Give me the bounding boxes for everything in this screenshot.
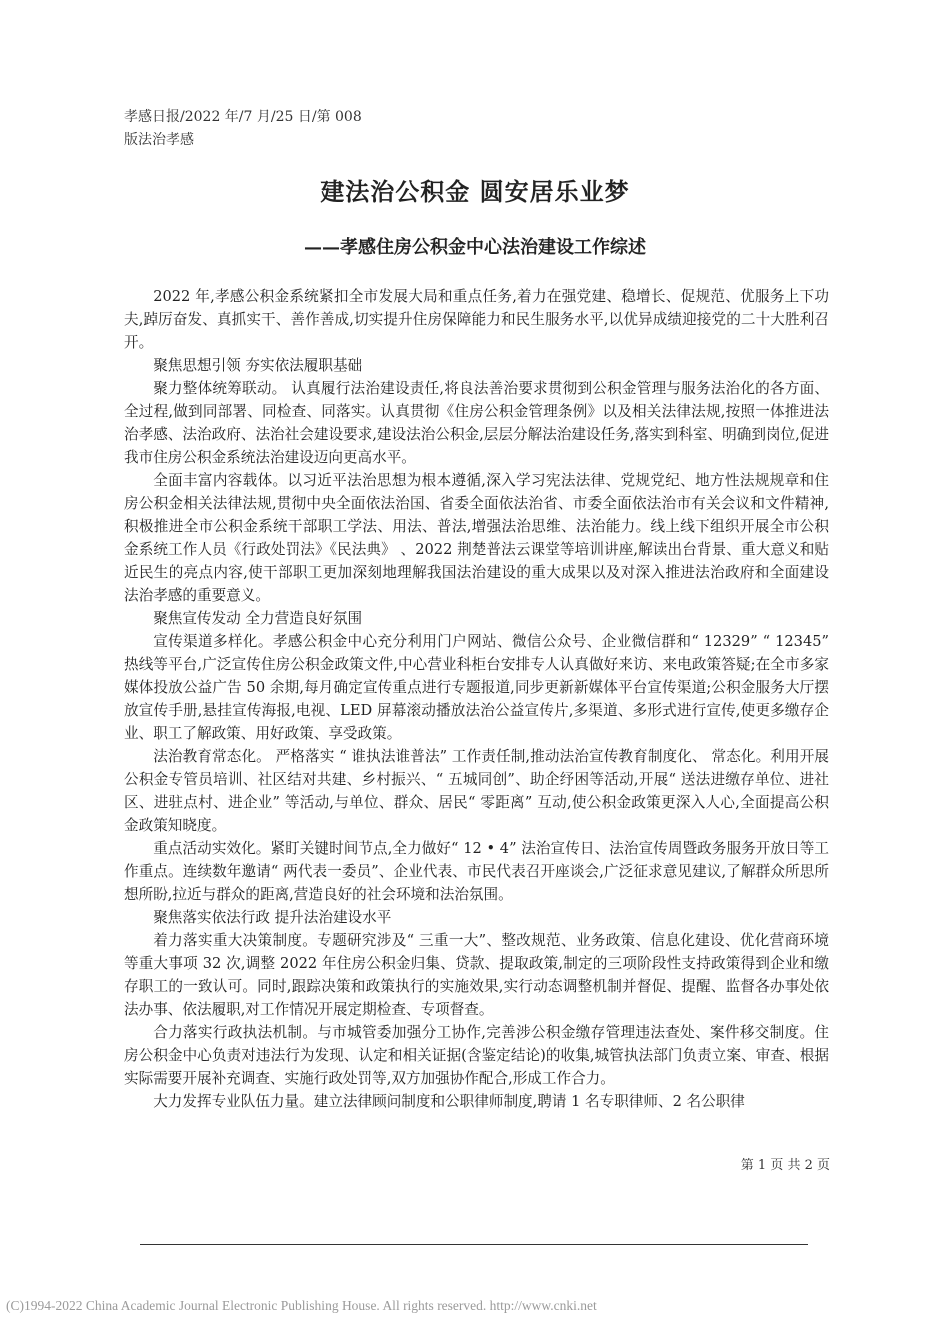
article-body [124, 285, 829, 1113]
body-paragraph: 着力落实重大决策制度。专题研究涉及“ 三重一大”、整改规范、业务政策、信息化建设、优化营商环境等重大事项 32 次,调整 2022 年住房公积金归集、贷款、提取政策,制定的三项阶段性支持政策得到企业和缴存职工的一致认可。同时,跟踪决策和政策执行的实施效果,实行动态调整机制并督促、提醒、监督各办事处依法办事、依法履职,对工作情况开展定期检查、专项督查。 [124, 932, 829, 1018]
footer-divider [140, 1244, 808, 1245]
body-paragraph: 宣传渠道多样化。孝感公积金中心充分利用门户网站、微信公众号、企业微信群和“ 12329” “ 12345” 热线等平台,广泛宣传住房公积金政策文件,中心营业科柜台安排专人认真做好来访、来电政策答疑;在全市多家媒体投放公益广告 50 余期,每月确定宣传重点进行专题报道,同步更新新媒体平台宣传渠道;公积金服务大厅摆放宣传手册,悬挂宣传海报,电视、LED 屏幕滚动播放法治公益宣传片,多渠道、多形式进行宣传,使更多缴存企业、职工了解政策、用好政策、享受政策。 [124, 633, 829, 742]
page-number: 第 1 页 共 2 页 [740, 1158, 830, 1173]
body-paragraph: 聚力整体统筹联动。 认真履行法治建设责任,将良法善治要求贯彻到公积金管理与服务法治化的各方面、全过程,做到同部署、同检查、同落实。认真贯彻《住房公积金管理条例》以及相关法律法规,按照一体推进法治孝感、法治政府、法治社会建设要求,建设法治公积金,层层分解法治建设任务,落实到科室、明确到岗位,促进我市住房公积金系统法治建设迈向更高水平。 [124, 380, 829, 466]
article-subtitle: ——孝感住房公积金中心法治建设工作综述 [304, 237, 646, 258]
body-paragraph: 全面丰富内容载体。以习近平法治思想为根本遵循,深入学习宪法法律、党规党纪、地方性法规规章和住房公积金相关法律法规,贯彻中央全面依法治国、省委全面依法治省、市委全面依法治市有关会议和文件精神,积极推进全市公积金系统干部职工学法、用法、普法,增强法治思维、法治能力。线上线下组织开展全市公积金系统工作人员《行政处罚法》《民法典》 、2022 荆楚普法云课堂等培训讲座,解读出台背景、重大意义和贴近民生的亮点内容,使干部职工更加深刻地理解我国法治建设的重大成果以及对深入推进法治政府和全面建设法治孝感的重要意义。 [124, 472, 829, 604]
article-title: 建法治公积金 圆安居乐业梦 [320, 177, 630, 206]
body-paragraph: 2022 年,孝感公积金系统紧扣全市发展大局和重点任务,着力在强党建、稳增长、促规范、优服务上下功夫,踔厉奋发、真抓实干、善作善成,切实提升住房保障能力和民生服务水平,以优异成绩迎接党的二十大胜利召开。 [124, 288, 829, 351]
section-heading: 聚焦落实依法行政 提升法治建设水平 [153, 909, 392, 926]
copyright-footer: (C)1994-2022 China Academic Journal Electronic Publishing House. All rights reserved. http://www.cnki.net [6, 1298, 597, 1313]
body-paragraph: 重点活动实效化。紧盯关键时间节点,全力做好“ 12 • 4” 法治宣传日、法治宣传周暨政务服务开放日等工作重点。连续数年邀请“ 两代表一委员”、企业代表、市民代表召开座谈会,广泛征求意见建议,了解群众所思所想所盼,拉近与群众的距离,营造良好的社会环境和法治氛围。 [124, 840, 829, 903]
body-paragraph: 法治教育常态化。 严格落实 “ 谁执法谁普法” 工作责任制,推动法治宣传教育制度化、 常态化。利用开展公积金专管员培训、社区结对共建、乡村振兴、“ 五城同创”、助企纾困等活动,开展“ 送法进缴存单位、进社区、进驻点村、进企业” 等活动,与单位、群众、居民“ 零距离” 互动,使公积金政策更深入人心,全面提高公积金政策知晓度。 [124, 748, 829, 834]
source-header [124, 106, 424, 152]
section-heading: 聚焦思想引领 夯实依法履职基础 [153, 357, 363, 374]
source-line-1: 孝感日报/2022 年/7 月/25 日/第 008 [124, 109, 362, 125]
body-paragraph: 大力发挥专业队伍力量。建立法律顾问制度和公职律师制度,聘请 1 名专职律师、2 名公职律 [153, 1093, 745, 1110]
source-line-2: 版法治孝感 [124, 132, 194, 148]
body-paragraph: 合力落实行政执法机制。与市城管委加强分工协作,完善涉公积金缴存管理违法查处、案件移交制度。住房公积金中心负责对违法行为发现、认定和相关证据(含鉴定结论)的收集,城管执法部门负责立案、审查、根据实际需要开展补充调查、实施行政处罚等,双方加强协作配合,形成工作合力。 [124, 1024, 829, 1087]
section-heading: 聚焦宣传发动 全力营造良好氛围 [153, 610, 363, 627]
